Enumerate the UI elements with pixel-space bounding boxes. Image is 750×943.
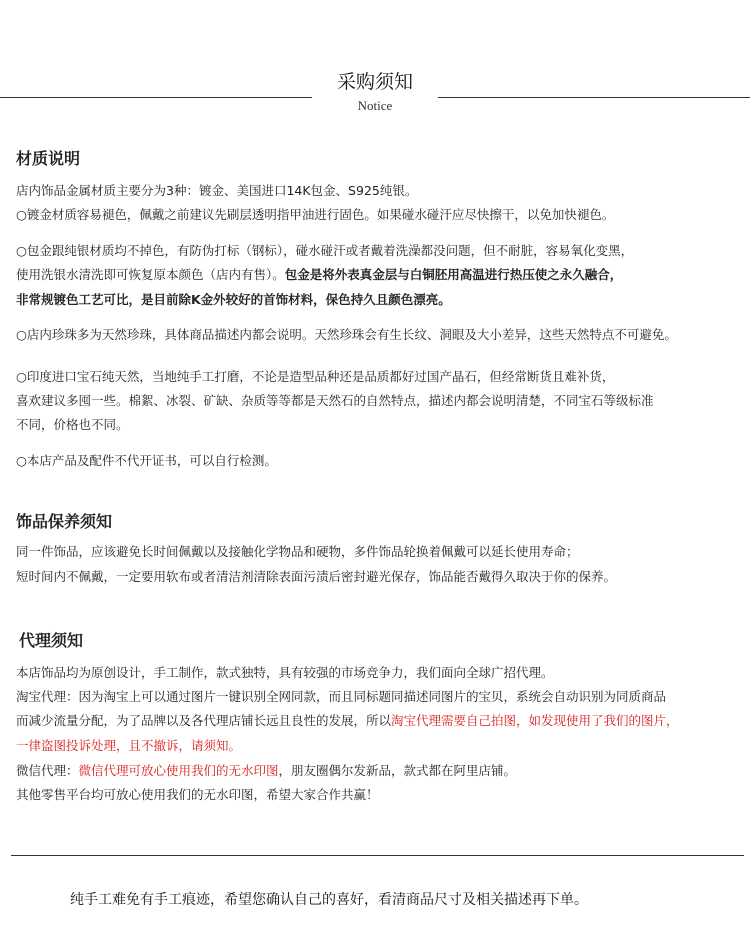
agent-taobao-line2-normal: 而减少流量分配，为了品牌以及各代理店铺长远且良性的发展，所以 [16, 713, 392, 728]
care-line1: 同一件饰品，应该避免长时间佩戴以及接触化学物品和硬物，多件饰品轮换着佩戴可以延长使用寿命； [16, 544, 579, 559]
agent-wechat-line [16, 762, 516, 780]
agent-section-title: 代理须知 [19, 631, 84, 650]
material-gold-filled-line2 [16, 266, 622, 284]
material-gold-filled-line2-normal: 使用洗银水清洗即可恢复原本颜色（店内有售）。 [16, 267, 285, 282]
agent-wechat-highlight: 微信代理可放心使用我们的无水印图 [78, 763, 279, 778]
footer-note: 纯手工难免有手工痕迹，希望您确认自己的喜好，看清商品尺寸及相关描述再下单。 [70, 892, 588, 908]
agent-taobao-line2 [16, 712, 679, 730]
material-gem-line3: 不同，价格也不同。 [16, 417, 129, 432]
agent-taobao-line2-warning: 淘宝代理需要自己拍图，如发现使用了我们的图片， [391, 713, 679, 728]
material-pearl: ○店内珍珠多为天然珍珠，具体商品描述内都会说明。天然珍珠会有生长纹、洞眼及大小差异，这些天然特点不可避免。 [16, 327, 677, 342]
material-plated: ○镀金材质容易褪色，佩戴之前建议先刷层透明指甲油进行固色。如果碰水碰汗应尽快擦干，以免加快褪色。 [16, 207, 615, 222]
care-section-title: 饰品保养须知 [16, 512, 113, 531]
material-intro: 店内饰品金属材质主要分为3种：镀金、美国进口14K包金、S925纯银。 [16, 183, 418, 198]
agent-other-platforms: 其他零售平台均可放心使用我们的无水印图，希望大家合作共赢！ [16, 787, 379, 802]
agent-intro: 本店饰品均为原创设计，手工制作，款式独特，具有较强的市场竞争力，我们面向全球广招代理。 [16, 665, 554, 680]
material-gold-filled-line2-bold: 包金是将外表真金层与白铜胚用高温进行热压使之永久融合， [284, 267, 623, 282]
agent-taobao-line1: 淘宝代理：因为淘宝上可以通过图片一键识别全网同款，而且同标题同描述同图片的宝贝，系统会自动识别为同质商品 [16, 689, 667, 704]
material-cert: ○本店产品及配件不代开证书，可以自行检测。 [16, 453, 277, 468]
agent-wechat-rest: ，朋友圈偶尔发新品，款式都在阿里店铺。 [278, 763, 517, 778]
footer-divider [11, 855, 744, 856]
material-gold-filled-line1: ○包金跟纯银材质均不掉色，有防伪打标（钢标），碰水碰汗或者戴着洗澡都没问题，但不耐脏，容易氧化变黑， [16, 243, 634, 258]
material-section-title: 材质说明 [16, 149, 81, 168]
page-title: 采购须知 [336, 71, 413, 93]
material-gem-line2: 喜欢建议多囤一些。棉絮、冰裂、矿缺、杂质等等都是天然石的自然特点，描述内都会说明清楚，不同宝石等级标准 [16, 393, 654, 408]
agent-wechat-label: 微信代理： [16, 763, 79, 778]
care-line2: 短时间内不佩戴，一定要用软布或者清洁剂清除表面污渍后密封避光保存，饰品能否戴得久取决于你的保养。 [16, 569, 617, 584]
page-subtitle: Notice [357, 98, 393, 113]
material-gem-line1: ○印度进口宝石纯天然，当地纯手工打磨，不论是造型品种还是品质都好过国产晶石，但经常断货且难补货， [16, 369, 615, 384]
agent-taobao-line3-warning: 一律盗图投诉处理，且不撤诉，请须知。 [16, 738, 242, 753]
material-gold-filled-line3: 非常规镀色工艺可比，是目前除K金外较好的首饰材料，保色持久且颜色漂亮。 [16, 292, 451, 307]
